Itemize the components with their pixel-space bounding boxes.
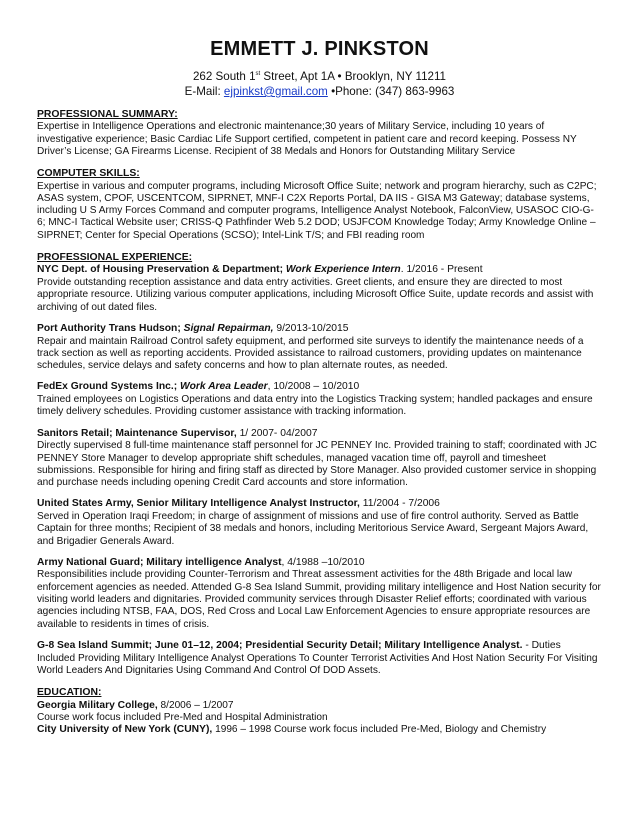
phone: •Phone: (347) 863-9963 xyxy=(327,84,455,98)
job-entry xyxy=(37,323,602,372)
job-org: G-8 Sea Island Summit; June 01–12, 2004; Presidential Security Detail; Military Intelligence Analyst. xyxy=(37,639,523,651)
job-description: Trained employees on Logistics Operations and data entry into the Logistics Tracking system; handled packages and ensure timely delivery schedules. Providing customer assistance with tracking information. xyxy=(37,394,593,418)
job-entry xyxy=(37,498,602,547)
job-role: Work Experience Intern xyxy=(285,264,401,276)
job-dates: , 4/1988 –10/2010 xyxy=(281,556,365,568)
job-dates: . 1/2016 - Present xyxy=(400,264,483,276)
education-title: EDUCATION: xyxy=(37,687,102,699)
summary-section xyxy=(37,109,602,158)
job-org: Army National Guard; Military intelligence Analyst xyxy=(37,556,282,568)
summary-text: Expertise in Intelligence Operations and electronic maintenance;30 years of Military Service, including 10 years of investigative experience; Basic Cardiac Life Support certified, competent in patient care and record keeping. Possess NY Driver’s License; GA Firearms License. Recipient of 38 Medals and Honors for Outstanding Military Service xyxy=(37,121,577,157)
job-entry xyxy=(37,428,602,490)
job-dates: , 10/2008 – 10/2010 xyxy=(267,381,360,393)
job-org: NYC Dept. of Housing Preservation & Department; xyxy=(37,264,286,276)
job-description: Responsibilities include providing Counter-Terrorism and Threat assessment activities for the 48th Brigade and local law enforcement agencies as needed. Attended G-8 Sea Island Summit, providing military intelligence and Host Nation security for visiting world leaders and dignitaries. Provided community services through Disaster Relief efforts; coordinated with various agencies including NTSB, FAA, DOS, Red Cross and Local Law Enforcement Agencies to ensure appropriate resources are available to residents in times of crisis. xyxy=(37,569,601,630)
email-link[interactable]: ejpinkst@gmail.com xyxy=(223,84,328,98)
summary-title: PROFESSIONAL SUMMARY: xyxy=(37,108,178,120)
skills-text: Expertise in various and computer programs, including Microsoft Office Suite; network and program hierarchy, such as C2PC; ASAS system, CPOF, USCENTCOM, SIPRNET, MNF-I C2X Reports Portal, DA IIS - GISA M3 Gateway; database systems, including U S Army Forces Command and computer programs, Intelligence Analyst Notebook, FalconView, USASOC CIO-G-6; MNC-I Tactical Website user; CRISS-Q Pathfinder Web 5.2 DOD; USJFCOM Knowledge Today; Army Knowledge Online – SIPRNET; Center for Special Operations (SCSO); Intel-Link T/S; and FBI reading room xyxy=(37,180,597,241)
job-description: Provide outstanding reception assistance and data entry activities. Greet clients, and ensure they are directed to most appropriate resource. Utilizing various computer applications, including Microsoft Office Suite, update records and assist with archiving of out dated files. xyxy=(37,277,594,313)
education-section xyxy=(37,687,602,736)
job-entry xyxy=(37,557,602,631)
address-sup: st xyxy=(255,71,261,77)
job-heading xyxy=(37,323,602,336)
education-entry xyxy=(37,724,602,736)
job-heading xyxy=(37,498,602,511)
job-entry xyxy=(37,381,602,418)
job-description: Served in Operation Iraqi Freedom; in charge of assignment of missions and use of fire control authority. Served as Battle Captain for three months; Recipient of 38 medals and honors, including Meritorious Service Award, Sergeant Majors Award, and Brigadier Generals Award. xyxy=(37,510,589,547)
contact-line xyxy=(37,84,602,99)
school-name: Georgia Military College, xyxy=(37,699,158,711)
resume-name: EMMETT J. PINKSTON xyxy=(210,38,429,60)
job-role: Work Area Leader xyxy=(180,381,268,393)
address-pre: 262 South 1 xyxy=(192,69,256,83)
job-org: Port Authority Trans Hudson; xyxy=(37,322,184,334)
job-heading xyxy=(37,640,602,653)
job-dates: 11/2004 - 7/2006 xyxy=(359,498,440,510)
job-description: Directly supervised 8 full-time maintenance staff personnel for JC PENNEY Inc. Provided training to staff; coordinated with JC PENNEY Store Manager to develop appropriate shift schedules, managed vacation time off, payroll and timesheet submissions. Responsible for hiring and firing staff as directed by Store Manager. Also provided customer service in shopping and purchase needs including opening Credit Card accounts and store information. xyxy=(37,440,597,489)
education-entry xyxy=(37,700,602,712)
job-heading xyxy=(37,557,602,570)
address-line xyxy=(37,67,602,84)
job-role: Signal Repairman, xyxy=(183,322,274,334)
job-heading xyxy=(37,264,602,277)
job-org: FedEx Ground Systems Inc.; xyxy=(37,381,181,393)
skills-title: COMPUTER SKILLS: xyxy=(37,168,140,180)
address-post: Street, Apt 1A • Brooklyn, NY 11211 xyxy=(260,69,447,83)
school-detail: 1996 – 1998 Course work focus included Pre-Med, Biology and Chemistry xyxy=(212,724,547,736)
job-entry xyxy=(37,640,602,677)
skills-section xyxy=(37,168,602,242)
experience-title: PROFESSIONAL EXPERIENCE: xyxy=(37,252,193,264)
school-name: City University of New York (CUNY), xyxy=(37,724,213,736)
job-dates: 9/2013-10/2015 xyxy=(273,322,349,334)
job-org: Sanitors Retail; Maintenance Supervisor, xyxy=(37,427,237,439)
job-dates: - Duties xyxy=(522,639,561,651)
job-description: Repair and maintain Railroad Control safety equipment, and performed site surveys to identify the maintenance needs of a track section as well as reporting accidents. Provided assistance to railroad customers, providing updates on maintenance schedules, service delays and safety concerns and how to plan alternate routes, as needed. xyxy=(37,335,584,372)
job-org: United States Army, Senior Military Intelligence Analyst Instructor, xyxy=(37,498,360,510)
job-heading xyxy=(37,428,602,441)
experience-section xyxy=(37,252,602,677)
job-dates: 1/ 2007- 04/2007 xyxy=(236,427,318,439)
email-label: E-Mail: xyxy=(184,84,224,98)
education-detail: Course work focus included Pre-Med and Hospital Administration xyxy=(37,711,328,723)
job-description: Included Providing Military Intelligence Analyst Operations To Counter Terrorist Activities And Host Nation Security For Visiting World Leaders And Dignitaries Using Command And Control Of DOD Assets. xyxy=(37,652,598,676)
school-dates: 8/2006 – 1/2007 xyxy=(157,699,234,711)
job-entry xyxy=(37,264,602,313)
job-heading xyxy=(37,381,602,394)
